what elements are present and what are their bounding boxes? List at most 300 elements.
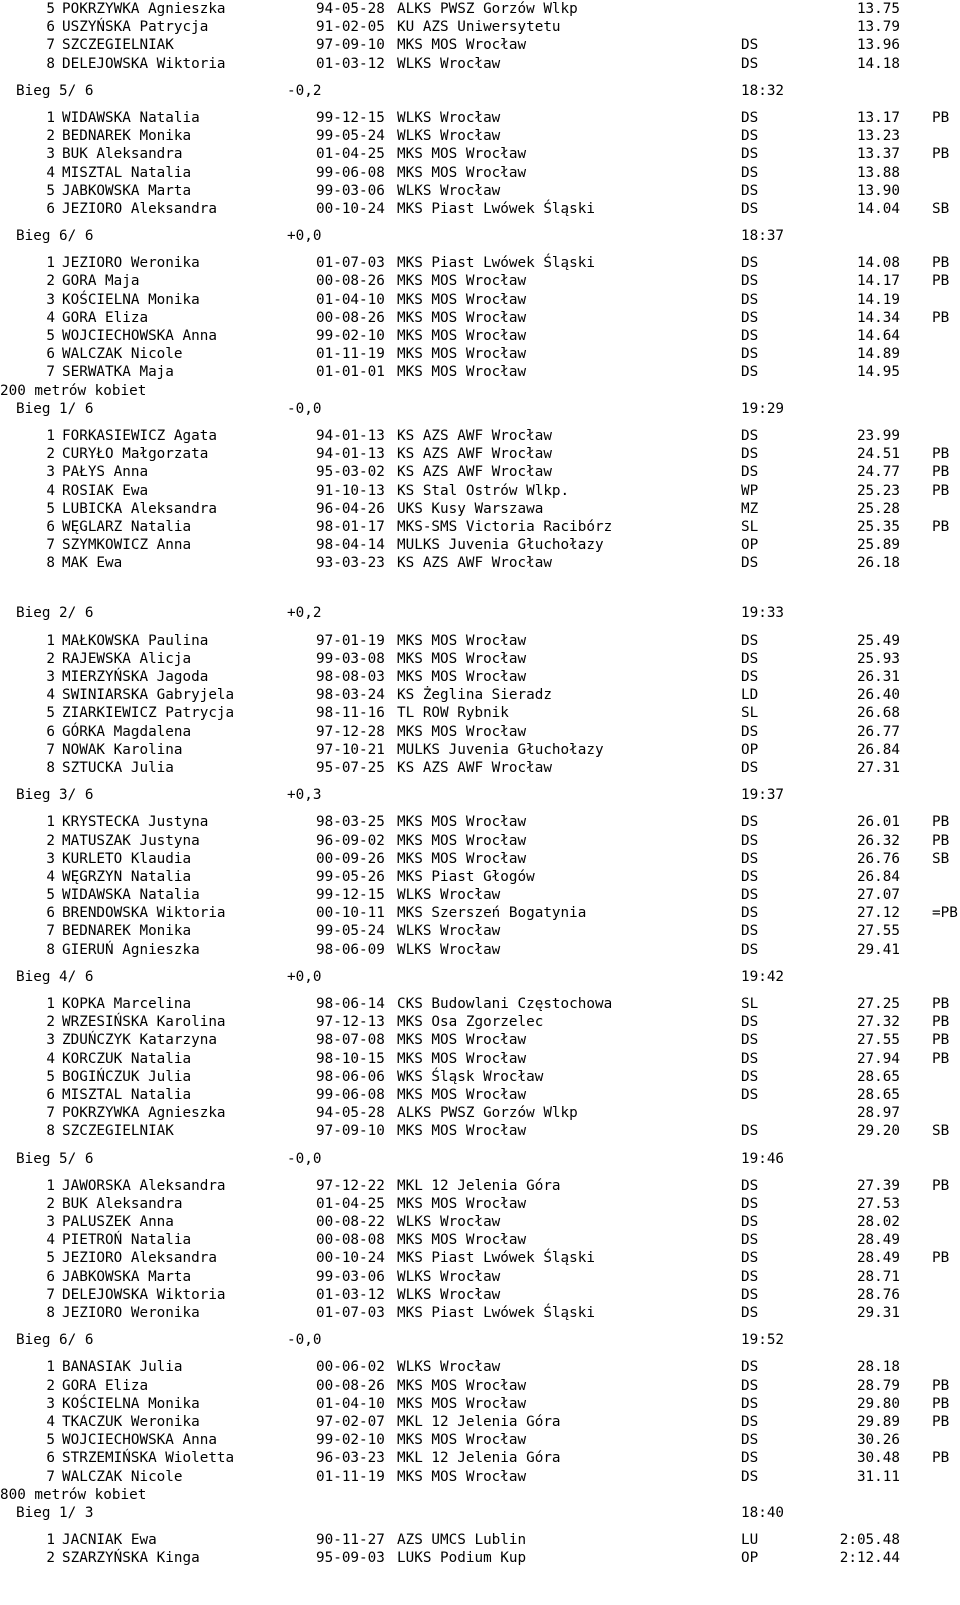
region-code: OP: [741, 741, 759, 758]
record-note: PB: [932, 814, 950, 831]
result-place: 6: [46, 1450, 55, 1467]
result-time: 13.79: [856, 19, 900, 36]
birth-date: 01-11-19: [316, 346, 385, 363]
result-place: 4: [46, 687, 55, 704]
region-code: DS: [741, 1195, 759, 1212]
result-place: 5: [46, 705, 55, 722]
wind-reading: +0,3: [287, 787, 322, 804]
club-name: MKS MOS Wrocław: [397, 37, 527, 54]
club-name: MKS MOS Wrocław: [397, 1195, 527, 1212]
region-code: LU: [741, 1532, 759, 1549]
athlete-name: BANASIAK Julia: [62, 1359, 183, 1376]
spacer: [0, 1322, 960, 1331]
region-code: DS: [741, 273, 759, 290]
athlete-name: SZARZYŃSKA Kinga: [62, 1550, 200, 1567]
spacer: [0, 804, 960, 813]
region-code: DS: [741, 850, 759, 867]
birth-date: 01-04-10: [316, 291, 385, 308]
result-place: 1: [46, 632, 55, 649]
athlete-name: MIERZYŃSKA Jagoda: [62, 669, 209, 685]
club-name: MKS Piast Lwówek Śląski: [397, 1250, 595, 1267]
result-place: 3: [46, 291, 55, 308]
result-row: [0, 309, 960, 327]
record-note: PB: [932, 446, 950, 463]
birth-date: 00-08-26: [316, 273, 385, 290]
club-name: KS AZS AWF Wrocław: [397, 446, 552, 463]
athlete-name: FORKASIEWICZ Agata: [62, 427, 217, 444]
club-name: WLKS Wrocław: [397, 109, 501, 126]
athlete-name: JEZIORO Weronika: [62, 1305, 200, 1321]
birth-date: 00-06-02: [316, 1359, 385, 1376]
club-name: MKS MOS Wrocław: [397, 309, 527, 326]
birth-date: 98-06-14: [316, 996, 385, 1012]
result-time: 26.68: [856, 705, 900, 722]
birth-date: 97-09-10: [316, 37, 385, 54]
athlete-name: MISZTAL Natalia: [62, 1086, 192, 1103]
record-note: PB: [932, 1250, 950, 1267]
result-place: 3: [46, 1214, 55, 1231]
birth-date: 98-03-25: [316, 814, 385, 831]
spacer: [0, 777, 960, 786]
result-place: 1: [46, 427, 55, 444]
athlete-name: LUBICKA Aleksandra: [62, 500, 217, 517]
result-row: [0, 1377, 960, 1395]
result-row: [0, 0, 960, 18]
birth-date: 00-08-26: [316, 309, 385, 326]
birth-date: 00-10-11: [316, 905, 385, 922]
result-time: 13.96: [856, 37, 900, 54]
result-place: 1: [46, 1532, 55, 1549]
result-place: 4: [46, 1050, 55, 1067]
club-name: MKS MOS Wrocław: [397, 1377, 527, 1394]
result-row: [0, 272, 960, 290]
record-note: PB: [932, 309, 950, 326]
result-row: [0, 18, 960, 36]
wind-reading: -0,0: [287, 400, 322, 417]
region-code: DS: [741, 887, 759, 904]
region-code: DS: [741, 723, 759, 740]
club-name: MKS MOS Wrocław: [397, 850, 527, 867]
athlete-name: RAJEWSKA Alicja: [62, 650, 192, 667]
athlete-name: USZYŃSKA Patrycja: [62, 19, 209, 36]
result-time: 28.97: [856, 1105, 900, 1122]
club-name: WLKS Wrocław: [397, 1359, 501, 1376]
region-code: DS: [741, 1468, 759, 1485]
result-time: 26.84: [856, 868, 900, 885]
club-name: MKS MOS Wrocław: [397, 1032, 527, 1049]
birth-date: 01-03-12: [316, 1286, 385, 1303]
club-name: MKS-SMS Victoria Racibórz: [397, 518, 613, 535]
athlete-name: NOWAK Karolina: [62, 741, 183, 758]
result-row: [0, 1304, 960, 1322]
birth-date: 90-11-27: [316, 1532, 385, 1549]
region-code: DS: [741, 1268, 759, 1285]
birth-date: 00-09-26: [316, 850, 385, 867]
result-time: 27.25: [856, 996, 900, 1012]
result-time: 14.64: [856, 328, 900, 344]
record-note: PB: [932, 255, 950, 272]
result-time: 13.88: [856, 164, 900, 181]
athlete-name: JABKOWSKA Marta: [62, 1268, 192, 1285]
athlete-name: MISZTAL Natalia: [62, 164, 192, 181]
club-name: WLKS Wrocław: [397, 923, 501, 940]
record-note: PB: [932, 146, 950, 163]
result-row: [0, 1431, 960, 1449]
athlete-name: BUK Aleksandra: [62, 146, 183, 163]
athlete-name: GIERUŃ Agnieszka: [62, 941, 200, 958]
heat-header: [0, 1150, 960, 1168]
result-place: 2: [46, 273, 55, 290]
athlete-name: WĘGLARZ Natalia: [62, 518, 192, 535]
club-name: CKS Budowlani Częstochowa: [397, 996, 613, 1012]
result-time: 25.89: [856, 537, 900, 554]
region-code: DS: [741, 669, 759, 685]
club-name: MKS MOS Wrocław: [397, 1395, 527, 1412]
region-code: DS: [741, 1068, 759, 1085]
result-row: [0, 1449, 960, 1467]
result-time: 28.02: [856, 1214, 900, 1231]
result-place: 5: [46, 1432, 55, 1449]
result-place: 3: [46, 669, 55, 685]
result-time: 29.41: [856, 941, 900, 958]
heat-header: [0, 82, 960, 100]
birth-date: 95-07-25: [316, 759, 385, 776]
athlete-name: MATUSZAK Justyna: [62, 832, 200, 849]
result-place: 6: [46, 518, 55, 535]
result-row: [0, 1358, 960, 1376]
result-time: 23.99: [856, 427, 900, 444]
result-row: [0, 1086, 960, 1104]
club-name: MKS MOS Wrocław: [397, 832, 527, 849]
club-name: MKS Piast Lwówek Śląski: [397, 255, 595, 272]
event-title-line: [0, 382, 960, 400]
birth-date: 98-10-15: [316, 1050, 385, 1067]
result-row: [0, 463, 960, 481]
result-row: [0, 127, 960, 145]
region-code: DS: [741, 255, 759, 272]
athlete-name: WRZESIŃSKA Karolina: [62, 1014, 226, 1031]
club-name: MKS MOS Wrocław: [397, 632, 527, 649]
result-time: 14.18: [856, 55, 900, 72]
athlete-name: JACNIAK Ewa: [62, 1532, 157, 1549]
athlete-name: ROSIAK Ewa: [62, 482, 149, 499]
result-row: [0, 182, 960, 200]
athlete-name: KORCZUK Natalia: [62, 1050, 192, 1067]
result-time: 25.35: [856, 518, 900, 535]
result-row: [0, 1413, 960, 1431]
athlete-name: TKACZUK Weronika: [62, 1413, 200, 1430]
result-time: 14.17: [856, 273, 900, 290]
club-name: TL ROW Rybnik: [397, 705, 509, 722]
result-row: [0, 723, 960, 741]
athlete-name: SERWATKA Maja: [62, 364, 174, 381]
wind-reading: +0,0: [287, 968, 322, 985]
birth-date: 97-09-10: [316, 1123, 385, 1140]
result-place: 8: [46, 759, 55, 776]
athlete-name: BEDNAREK Monika: [62, 923, 192, 940]
result-time: 13.37: [856, 146, 900, 163]
result-time: 25.23: [856, 482, 900, 499]
club-name: MULKS Juvenia Głuchołazy: [397, 741, 604, 758]
club-name: WKS Śląsk Wrocław: [397, 1068, 544, 1085]
result-row: [0, 1268, 960, 1286]
club-name: WLKS Wrocław: [397, 1214, 501, 1231]
athlete-name: GORA Maja: [62, 273, 140, 290]
result-time: 27.31: [856, 759, 900, 776]
birth-date: 91-10-13: [316, 482, 385, 499]
club-name: MKL 12 Jelenia Góra: [397, 1177, 561, 1194]
club-name: KS Żeglina Sieradz: [397, 687, 552, 704]
heat-start-time: 18:32: [741, 82, 785, 99]
birth-date: 01-07-03: [316, 255, 385, 272]
result-place: 4: [46, 868, 55, 885]
heat-label: Bieg 5/ 6: [16, 1150, 94, 1167]
result-row: [0, 1231, 960, 1249]
birth-date: 97-12-13: [316, 1014, 385, 1031]
result-time: 31.11: [856, 1468, 900, 1485]
region-code: WP: [741, 482, 759, 499]
club-name: MULKS Juvenia Głuchołazy: [397, 537, 604, 554]
result-time: 25.28: [856, 500, 900, 517]
result-place: 2: [46, 1377, 55, 1394]
result-time: 29.20: [856, 1123, 900, 1140]
result-place: 6: [46, 1268, 55, 1285]
athlete-name: BUK Aleksandra: [62, 1195, 183, 1212]
heat-header: [0, 786, 960, 804]
result-place: 7: [46, 1286, 55, 1303]
athlete-name: ZIARKIEWICZ Patrycja: [62, 705, 235, 722]
result-row: [0, 922, 960, 940]
result-place: 7: [46, 1468, 55, 1485]
result-place: 2: [46, 832, 55, 849]
heat-label: Bieg 3/ 6: [16, 787, 94, 804]
result-row: [0, 632, 960, 650]
club-name: MKS MOS Wrocław: [397, 1432, 527, 1449]
heat-header: [0, 1504, 960, 1522]
athlete-name: KURLETO Klaudia: [62, 850, 192, 867]
result-place: 1: [46, 996, 55, 1012]
spacer: [0, 100, 960, 109]
result-time: 29.89: [856, 1413, 900, 1430]
result-row: [0, 427, 960, 445]
result-row: [0, 668, 960, 686]
result-row: [0, 759, 960, 777]
region-code: DS: [741, 146, 759, 163]
birth-date: 98-06-09: [316, 941, 385, 958]
birth-date: 91-02-05: [316, 19, 385, 36]
region-code: DS: [741, 1413, 759, 1430]
heat-label: Bieg 6/ 6: [16, 228, 94, 245]
club-name: MKL 12 Jelenia Góra: [397, 1413, 561, 1430]
result-time: 14.34: [856, 309, 900, 326]
birth-date: 95-09-03: [316, 1550, 385, 1567]
athlete-name: MAK Ewa: [62, 555, 123, 572]
result-time: 26.76: [856, 850, 900, 867]
result-time: 26.84: [856, 741, 900, 758]
heat-label: Bieg 6/ 6: [16, 1332, 94, 1349]
result-place: 4: [46, 309, 55, 326]
spacer: [0, 1522, 960, 1531]
region-code: DS: [741, 632, 759, 649]
result-place: 4: [46, 482, 55, 499]
region-code: DS: [741, 1050, 759, 1067]
birth-date: 99-05-24: [316, 128, 385, 145]
birth-date: 94-05-28: [316, 1105, 385, 1122]
birth-date: 95-03-02: [316, 464, 385, 481]
result-row: [0, 1177, 960, 1195]
result-row: [0, 1549, 960, 1567]
result-time: 13.75: [856, 1, 900, 17]
result-time: 27.94: [856, 1050, 900, 1067]
birth-date: 00-10-24: [316, 1250, 385, 1267]
region-code: DS: [741, 832, 759, 849]
result-row: [0, 813, 960, 831]
club-name: AZS UMCS Lublin: [397, 1532, 527, 1549]
club-name: MKS MOS Wrocław: [397, 273, 527, 290]
club-name: KS AZS AWF Wrocław: [397, 555, 552, 572]
result-place: 2: [46, 1195, 55, 1212]
result-row: [0, 36, 960, 54]
result-row: [0, 1286, 960, 1304]
athlete-name: KOPKA Marcelina: [62, 996, 192, 1012]
region-code: DS: [741, 446, 759, 463]
result-row: [0, 500, 960, 518]
result-place: 8: [46, 941, 55, 958]
result-time: 14.89: [856, 346, 900, 363]
heat-header: [0, 604, 960, 622]
club-name: MKS MOS Wrocław: [397, 669, 527, 685]
birth-date: 98-07-08: [316, 1032, 385, 1049]
heat-header: [0, 1331, 960, 1349]
region-code: DS: [741, 37, 759, 54]
birth-date: 99-02-10: [316, 1432, 385, 1449]
result-row: [0, 1068, 960, 1086]
result-time: 13.23: [856, 128, 900, 145]
result-place: 5: [46, 500, 55, 517]
result-place: 1: [46, 1177, 55, 1194]
region-code: SL: [741, 996, 759, 1012]
result-place: 5: [46, 887, 55, 904]
result-time: 27.53: [856, 1195, 900, 1212]
birth-date: 99-05-24: [316, 923, 385, 940]
result-time: 24.51: [856, 446, 900, 463]
record-note: PB: [932, 1413, 950, 1430]
result-place: 5: [46, 1, 55, 17]
record-note: PB: [932, 832, 950, 849]
spacer: [0, 1141, 960, 1150]
athlete-name: WOJCIECHOWSKA Anna: [62, 328, 217, 344]
result-place: 2: [46, 1014, 55, 1031]
birth-date: 98-11-16: [316, 705, 385, 722]
wind-reading: +0,2: [287, 605, 322, 622]
region-code: DS: [741, 868, 759, 885]
region-code: DS: [741, 650, 759, 667]
spacer: [0, 1349, 960, 1358]
result-place: 5: [46, 1068, 55, 1085]
athlete-name: ZDUŃCZYK Katarzyna: [62, 1032, 217, 1049]
result-place: 1: [46, 255, 55, 272]
result-row: [0, 254, 960, 272]
birth-date: 97-10-21: [316, 741, 385, 758]
result-row: [0, 345, 960, 363]
result-place: 7: [46, 923, 55, 940]
athlete-name: JAWORSKA Aleksandra: [62, 1177, 226, 1194]
heat-start-time: 19:42: [741, 968, 785, 985]
club-name: MKS MOS Wrocław: [397, 364, 527, 381]
result-place: 3: [46, 146, 55, 163]
region-code: DS: [741, 1250, 759, 1267]
club-name: MKS MOS Wrocław: [397, 814, 527, 831]
result-row: [0, 363, 960, 381]
club-name: MKS MOS Wrocław: [397, 328, 527, 344]
result-place: 8: [46, 55, 55, 72]
club-name: KS AZS AWF Wrocław: [397, 464, 552, 481]
result-row: [0, 1104, 960, 1122]
birth-date: 99-03-06: [316, 1268, 385, 1285]
region-code: OP: [741, 1550, 759, 1567]
club-name: MKS MOS Wrocław: [397, 1086, 527, 1103]
region-code: LD: [741, 687, 759, 704]
club-name: KS Stal Ostrów Wlkp.: [397, 482, 570, 499]
spacer: [0, 1168, 960, 1177]
result-place: 3: [46, 464, 55, 481]
result-row: [0, 1050, 960, 1068]
heat-label: Bieg 5/ 6: [16, 82, 94, 99]
club-name: MKS Piast Głogów: [397, 868, 535, 885]
result-place: 8: [46, 1123, 55, 1140]
heat-start-time: 19:29: [741, 400, 785, 417]
result-place: 6: [46, 905, 55, 922]
heat-start-time: 19:37: [741, 787, 785, 804]
club-name: MKS MOS Wrocław: [397, 1050, 527, 1067]
result-row: [0, 1249, 960, 1267]
spacer: [0, 623, 960, 632]
birth-date: 99-02-10: [316, 328, 385, 344]
result-place: 4: [46, 1232, 55, 1249]
result-row: [0, 832, 960, 850]
region-code: DS: [741, 1395, 759, 1412]
wind-reading: -0,0: [287, 1150, 322, 1167]
result-row: [0, 1122, 960, 1140]
club-name: MKS MOS Wrocław: [397, 146, 527, 163]
result-time: 28.49: [856, 1232, 900, 1249]
result-row: [0, 741, 960, 759]
region-code: DS: [741, 328, 759, 344]
club-name: MKL 12 Jelenia Góra: [397, 1450, 561, 1467]
region-code: SL: [741, 705, 759, 722]
birth-date: 99-12-15: [316, 887, 385, 904]
athlete-name: PALUSZEK Anna: [62, 1214, 174, 1231]
club-name: WLKS Wrocław: [397, 1286, 501, 1303]
result-row: [0, 650, 960, 668]
result-time: 14.95: [856, 364, 900, 381]
result-time: 27.55: [856, 923, 900, 940]
region-code: DS: [741, 1450, 759, 1467]
athlete-name: KRYSTECKA Justyna: [62, 814, 209, 831]
result-row: [0, 482, 960, 500]
club-name: LUKS Podium Kup: [397, 1550, 527, 1567]
club-name: WLKS Wrocław: [397, 1268, 501, 1285]
athlete-name: PAŁYS Anna: [62, 464, 149, 481]
club-name: WLKS Wrocław: [397, 941, 501, 958]
birth-date: 01-03-12: [316, 55, 385, 72]
heat-header: [0, 227, 960, 245]
spacer: [0, 73, 960, 82]
result-place: 2: [46, 1550, 55, 1567]
event-title: 200 metrów kobiet: [0, 382, 147, 399]
club-name: MKS MOS Wrocław: [397, 1123, 527, 1140]
region-code: DS: [741, 427, 759, 444]
